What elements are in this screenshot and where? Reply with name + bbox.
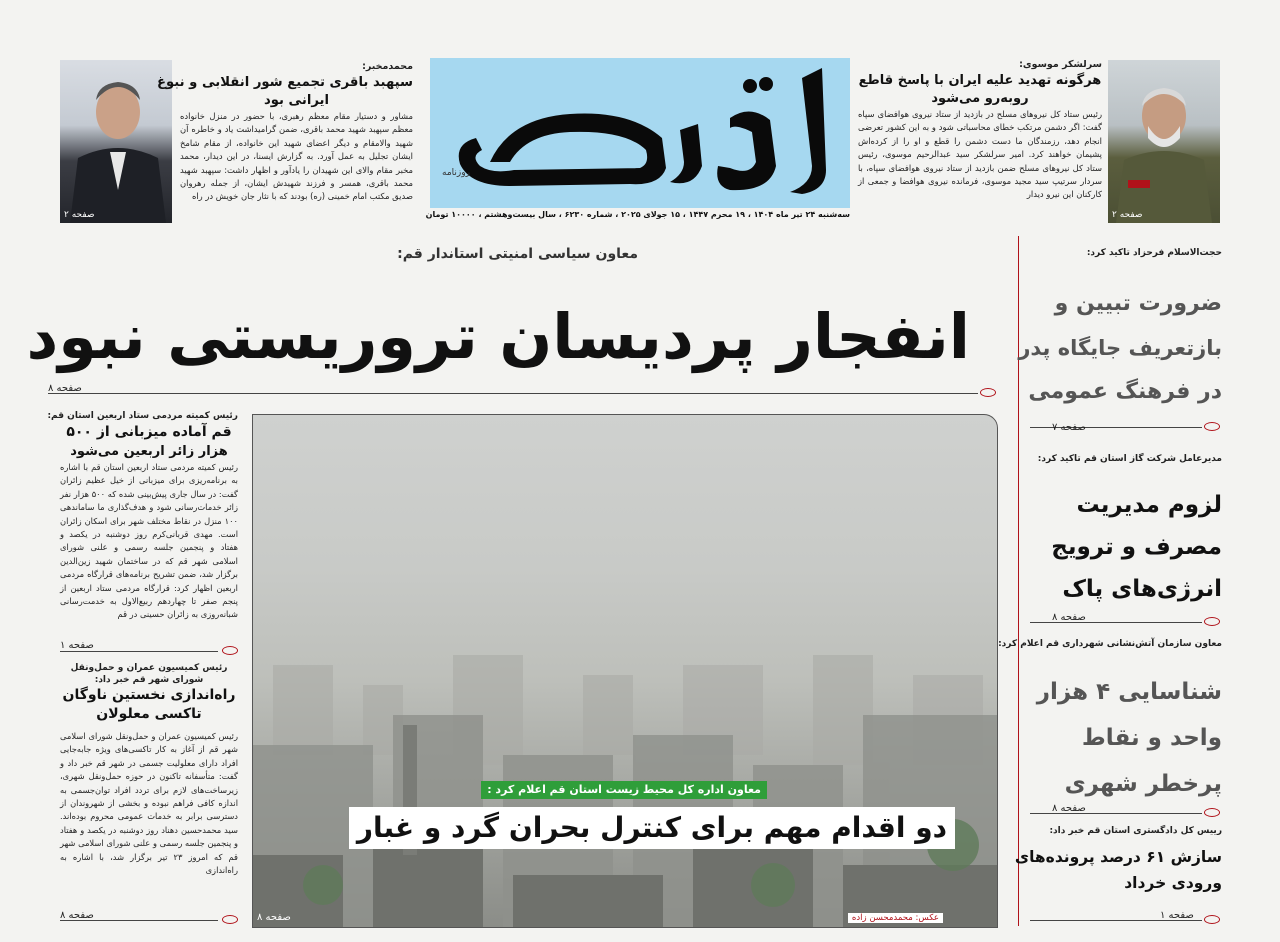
dateline: سه‌شنبه ۲۴ تیر ماه ۱۴۰۴ ، ۱۹ محرم ۱۴۴۷ ، ۱۵ جولای ۲۰۲۵ ، شماره ۶۲۳۰ ، سال بیست‌وهشتم ، ۱۰۰۰۰ تومان: [425, 210, 850, 219]
top-right-headline-2[interactable]: روبه‌رو می‌شود: [931, 91, 1029, 106]
right-story-2: [1030, 452, 1222, 610]
right1-headline-1[interactable]: بازتعریف جایگاه پدر: [1018, 336, 1222, 360]
right2-headline-1[interactable]: مصرف و ترویج: [1051, 534, 1222, 560]
right1-headline-0[interactable]: ضرورت تبیین و: [1054, 291, 1222, 316]
mokhber-portrait: [60, 60, 172, 223]
mousavi-portrait: [1108, 60, 1220, 223]
right3-headline-2[interactable]: پرخطر شهری: [1064, 771, 1222, 797]
right-story-1: [1018, 246, 1222, 414]
top-right-kicker: سرلشکر موسوی:: [1019, 59, 1102, 70]
right-story-4: [1014, 824, 1222, 896]
right3-kicker: معاون سازمان آتش‌نشانی شهرداری قم اعلام کرد:: [998, 639, 1222, 649]
top-left-kicker: محمدمخبر:: [362, 61, 413, 72]
left2-kicker: رئیس کمیسیون عمران و حمل‌ونقل شورای شهر قم خبر داد:: [70, 663, 228, 685]
left1-headline-2[interactable]: هزار زائر اربعین می‌شود: [70, 444, 228, 459]
right1-headline-2[interactable]: در فرهنگ عمومی: [1028, 379, 1222, 404]
right2-kicker: مدیرعامل شرکت گاز استان قم تاکید کرد:: [1037, 454, 1222, 464]
photo-headline[interactable]: دو اقدام مهم برای کنترل بحران گرد و غبار: [349, 807, 955, 849]
top-right-page[interactable]: صفحه ۲: [1112, 210, 1143, 220]
lead-kicker: معاون سیاسی امنیتی استاندار قم:: [397, 246, 638, 262]
right1-page[interactable]: صفحه ۷: [1052, 422, 1086, 433]
right4-diamond: [1204, 915, 1220, 924]
right4-headline-0[interactable]: سازش ۶۱ درصد پرونده‌های: [1014, 848, 1222, 866]
right-story-3: [998, 637, 1222, 807]
masthead-logo[interactable]: [430, 58, 850, 208]
right3-headline-0[interactable]: شناسایی ۴ هزار: [1036, 679, 1222, 705]
left1-diamond: [222, 646, 238, 655]
photo-credit: عکس: محمدمحسن زاده: [848, 913, 943, 923]
top-left-story: [156, 60, 413, 204]
right2-diamond: [1204, 617, 1220, 626]
left2-headline-1[interactable]: راه‌اندازی نخستین ناوگان: [62, 687, 236, 703]
right3-page[interactable]: صفحه ۸: [1052, 803, 1086, 814]
masthead-logo-sub: روزنامه: [442, 168, 470, 178]
lead-page[interactable]: صفحه ۸: [48, 383, 82, 394]
left1-page[interactable]: صفحه ۱: [60, 640, 94, 651]
left1-body: رئیس کمیته مردمی ستاد اربعین استان قم با اشاره به برنامه‌ریزی برای میزبانی از خیل عظیم زائران گفت: در سال جاری پیش‌بینی شده که ۵۰۰ هزار نفر زائر خدمات‌رسانی شود و هدف‌گذاری ما ساماندهی ۱۰۰ منزل در نقاط مختلف شهر برای اسکان زائران است. مهدی قربانی‌کرم روز دوشنبه در یکصد و هفتاد و پنجمین جلسه رسمی و علنی شورای اسلامی شهر قم که در ساختمان شهید زین‌الدین برگزار شد، ضمن تشریح برنامه‌های قرارگاه مردمی اربعین اظهار کرد: قرارگاه مردمی ستاد اربعین از پنجم صفر تا چهاردهم ربیع‌الاول به خدمت‌رسانی شبانه‌روزی به زائران حسینی در قم: [60, 462, 239, 620]
right2-headline-2[interactable]: انرژی‌های پاک: [1062, 576, 1222, 602]
dust-photo: [252, 414, 998, 928]
right4-headline-1[interactable]: ورودی خرداد: [1124, 874, 1222, 892]
left-story-2: [60, 662, 238, 902]
right3-diamond: [1204, 808, 1220, 817]
left2-headline-2[interactable]: تاکسی معلولان: [96, 706, 202, 722]
masthead: [430, 58, 850, 208]
top-left-headline-2[interactable]: ایرانی بود: [263, 93, 330, 108]
top-left-page[interactable]: صفحه ۲: [64, 210, 95, 220]
right2-headline-0[interactable]: لزوم مدیریت: [1076, 492, 1222, 518]
top-left-body: مشاور و دستیار مقام معظم رهبری، با حضور در منزل خانواده معظم سپهبد شهید محمد باقری، ضمن گرامیداشت یاد و خاطره آن شهید والامقام و دیگر اعضای شهید این خانواده، از مقام شامخ ایشان تجلیل به عمل آورد. به گزارش ایسنا، در این دیدار، محمد مخبر مقام والای این شهیدان را یادآور و اظهار داشت: سپهبد شهید محمد باقری، همسر و فرزند شهیدش ایشان، از جمله رهروان صدیق مکتب امام خمینی (ره) بودند که با نثار جان خویش در راه: [180, 111, 413, 202]
top-right-body: رئیس ستاد کل نیروهای مسلح در بازدید از ستاد نیروی هوافضای سپاه گفت: اگر دشمن مرتکب خطای محاسباتی شود و به این کشور تعرضی انجام دهد، رزمندگان ما دست دشمن را قطع و او را از کرده‌اش پشیمان خواهند کرد. امیر سرلشکر سید عبدالرحیم موسوی، رئیس ستاد کل نیروهای مسلح ضمن بازدید از ستاد نیروی هوافضای سپاه، با سردار سرتیپ سید مجید موسوی، فرمانده نیروی هوافضا و جمعی از کارکنان این نیرو دیدار: [858, 109, 1102, 200]
lead-rule: [48, 393, 978, 394]
lead-headline[interactable]: انفجار پردیسان تروریستی نبود: [26, 300, 970, 373]
left1-headline-1[interactable]: قم آماده میزبانی از ۵۰۰: [66, 424, 232, 440]
lead-diamond: [980, 388, 996, 397]
left2-page[interactable]: صفحه ۸: [60, 910, 94, 921]
left2-diamond: [222, 915, 238, 924]
top-right-headline-1[interactable]: هرگونه تهدید علیه ایران با پاسخ قاطع: [858, 73, 1102, 88]
right1-kicker: حجت‌الاسلام فرحزاد تاکید کرد:: [1086, 248, 1222, 258]
right4-page[interactable]: صفحه ۱: [1160, 910, 1194, 921]
right4-kicker: رییس کل دادگستری استان قم خبر داد:: [1049, 826, 1222, 836]
right3-headline-1[interactable]: واحد و نقاط: [1081, 725, 1222, 751]
left1-kicker: رئیس کمیته مردمی ستاد اربعین استان قم:: [47, 411, 238, 421]
photo-page[interactable]: صفحه ۸: [257, 912, 291, 923]
right2-page[interactable]: صفحه ۸: [1052, 612, 1086, 623]
left-story-1: [47, 409, 239, 633]
top-right-story: [858, 58, 1102, 216]
photo-kicker: معاون اداره کل محیط زیست استان قم اعلام کرد :: [481, 781, 767, 799]
top-left-headline-1[interactable]: سپهبد باقری تجمیع شور انقلابی و نبوغ: [156, 75, 413, 90]
left2-body: رئیس کمیسیون عمران و حمل‌ونقل شورای اسلامی شهر قم از آغاز به کار تاکسی‌های ویژه جابه‌جایی افراد دارای معلولیت جسمی در شهر قم خبر داد و گفت: متأسفانه تاکنون در حوزه حمل‌ونقل شهری، زیرساخت‌های لازم برای تردد افراد توان‌جسمی به اندازه کافی فراهم نبوده و بخشی از شهروندان از دسترسی برابر به خدمات عمومی محروم بوده‌اند. سید محمدحسین دهناد روز دوشنبه در یکصد و هفتاد و پنجمین جلسه رسمی و علنی شورای اسلامی شهر قم که امروز ۲۳ تیر برگزار شد، با اشاره به راه‌اندازی: [60, 731, 238, 876]
right1-diamond: [1204, 422, 1220, 431]
